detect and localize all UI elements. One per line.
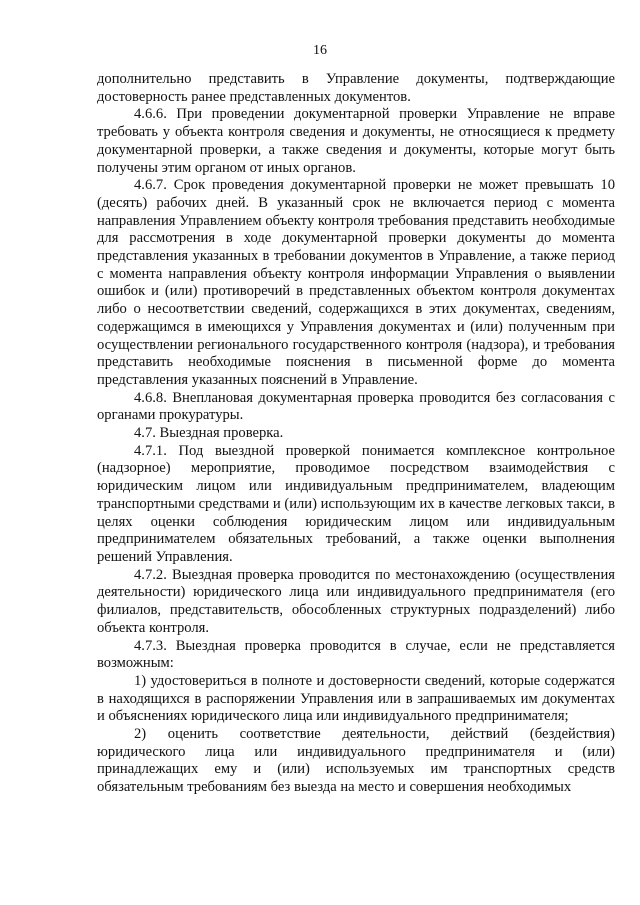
- paragraph-4-6-7: 4.6.7. Срок проведения документарной проверки не может превышать 10 (десять) рабочих дней. В указанный срок не включается период с момента направления Управлением объекту контроля требования представить необходимые для рассмотрения в ходе документарной проверки документы до момента представления указанных в требовании документов в Управление, а также период с момента направления объекту контроля информации Управления о выявлении ошибок и (или) противоречий в представленных объектом контроля документах либо о несоответствии сведений, содержащихся в этих документах, сведениям, содержащимся в имеющихся у Управления документах и (или) полученным при осуществлении регионального государственного контроля (надзора), и требования представить необходимые пояснения в письменной форме до момента представления указанных пояснений в Управление.: [97, 177, 615, 388]
- paragraph-4-7-2: 4.7.2. Выездная проверка проводится по местонахождению (осуществления деятельности) юридического лица или индивидуального предпринимателя (его филиалов, представительств, обособленных структурных подразделений) либо объекта контроля.: [97, 566, 615, 636]
- paragraph-4-6-6: 4.6.6. При проведении документарной проверки Управление не вправе требовать у объекта контроля сведения и документы, не относящиеся к предмету документарной проверки, а также сведения и документы, которые могут быть получены этим органом от иных органов.: [97, 106, 615, 176]
- paragraph-4-6-8: 4.6.8. Внеплановая документарная проверка проводится без согласования с органами прокуратуры.: [97, 389, 615, 424]
- paragraph-4-7-1: 4.7.1. Под выездной проверкой понимается комплексное контрольное (надзорное) мероприятие, проводимое посредством взаимодействия с юридическим лицом или индивидуальным предпринимателем, владеющим транспортными средствами и (или) использующим их в качестве легковых такси, в целях оценки соблюдения юридическим лицом или индивидуальным предпринимателем обязательных требований, а также оценки выполнения решений Управления.: [97, 442, 615, 565]
- section-heading-4-7: 4.7. Выездная проверка.: [134, 425, 284, 442]
- paragraph-4-7-3: 4.7.3. Выездная проверка проводится в случае, если не представляется возможным:: [97, 637, 615, 672]
- list-item-2: 2) оценить соответствие деятельности, действий (бездействия) юридического лица или индивидуального предпринимателя и (или) принадлежащих ему и (или) используемых им транспортных средств обязательным требованиям без выезда на место и совершения необходимых: [97, 726, 615, 796]
- paragraph-continuation: дополнительно представить в Управление документы, подтверждающие достоверность ранее представленных документов.: [97, 71, 615, 105]
- list-item-1: 1) удостовериться в полноте и достоверности сведений, которые содержатся в находящихся в распоряжении Управления или в запрашиваемых им документах и объяснениях юридического лица или индивидуального предпринимателя;: [97, 672, 615, 725]
- page-number: 16: [313, 43, 327, 58]
- document-body: [97, 71, 615, 796]
